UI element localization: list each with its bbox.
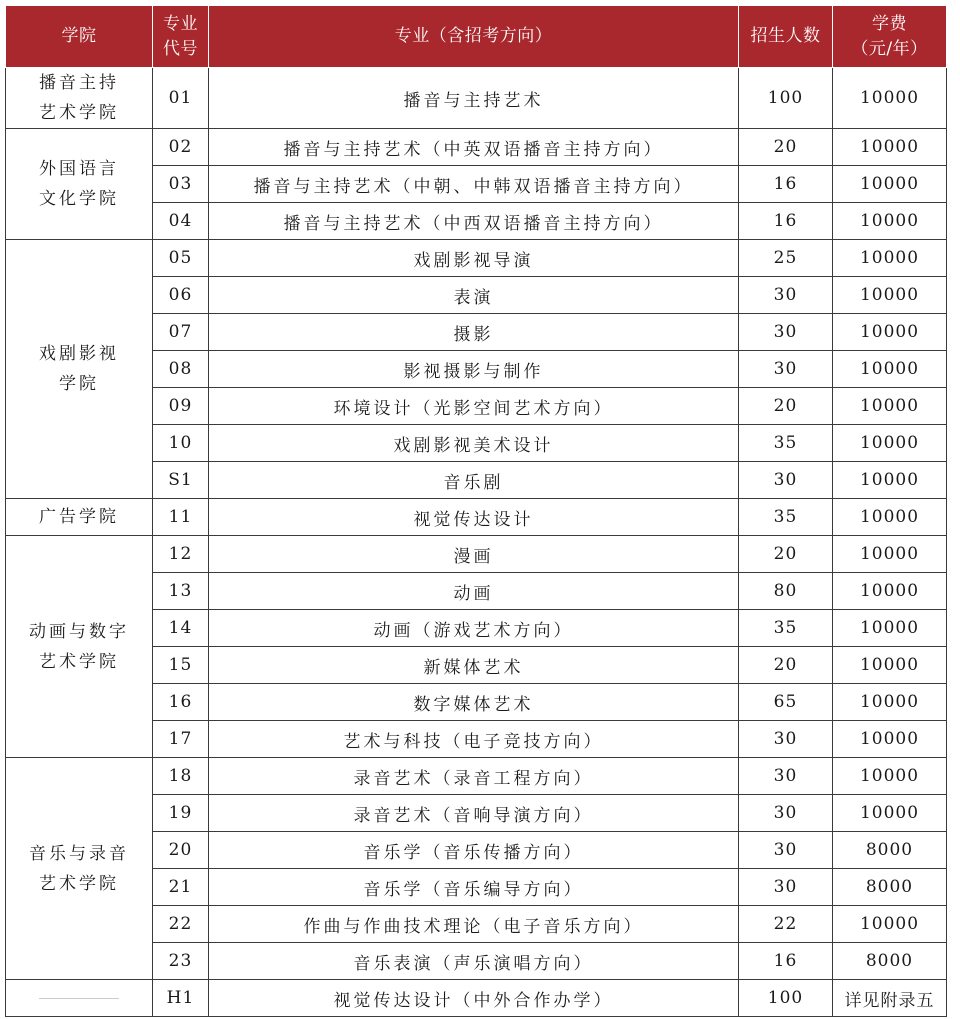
- major-name-cell: 播音与主持艺术: [209, 68, 739, 129]
- table-row: [6, 758, 947, 795]
- table-row: [6, 536, 947, 573]
- fee-cell: 8000: [833, 869, 947, 906]
- college-cell: [6, 980, 153, 1017]
- major-code-cell: 12: [153, 536, 209, 573]
- major-code-cell: 10: [153, 425, 209, 462]
- major-name-cell: 视觉传达设计: [209, 499, 739, 536]
- fee-cell: 10000: [833, 203, 947, 240]
- quota-cell: 22: [739, 906, 833, 943]
- header-fee: [833, 6, 947, 68]
- fee-cell: 10000: [833, 906, 947, 943]
- fee-cell: 详见附录五: [833, 980, 947, 1017]
- quota-cell: 35: [739, 499, 833, 536]
- quota-cell: 30: [739, 832, 833, 869]
- table-body: [6, 68, 947, 1017]
- major-name-cell: 播音与主持艺术（中英双语播音主持方向）: [209, 129, 739, 166]
- college-name-line: 音乐与录音: [29, 843, 129, 864]
- major-code-cell: 22: [153, 906, 209, 943]
- quota-cell: 30: [739, 314, 833, 351]
- college-cell: [6, 240, 153, 499]
- major-name-cell: 漫画: [209, 536, 739, 573]
- major-code-cell: 21: [153, 869, 209, 906]
- major-code-cell: 03: [153, 166, 209, 203]
- header-major: [209, 6, 739, 68]
- major-code-cell: 16: [153, 684, 209, 721]
- college-cell: [6, 68, 153, 129]
- table-header: [6, 6, 947, 68]
- fee-cell: 10000: [833, 277, 947, 314]
- major-code-cell: 15: [153, 647, 209, 684]
- fee-cell: 10000: [833, 314, 947, 351]
- major-code-cell: 08: [153, 351, 209, 388]
- major-name-cell: 动画: [209, 573, 739, 610]
- major-name-cell: 数字媒体艺术: [209, 684, 739, 721]
- major-name-cell: 视觉传达设计（中外合作办学）: [209, 980, 739, 1017]
- fee-cell: 10000: [833, 795, 947, 832]
- major-code-cell: 18: [153, 758, 209, 795]
- fee-cell: 10000: [833, 684, 947, 721]
- header-fee-line1: 学费: [872, 13, 907, 34]
- fee-cell: 10000: [833, 68, 947, 129]
- quota-cell: 30: [739, 351, 833, 388]
- college-name-line: 戏剧影视: [39, 344, 119, 364]
- quota-cell: 30: [739, 721, 833, 758]
- major-code-cell: 09: [153, 388, 209, 425]
- major-name-cell: 音乐剧: [209, 462, 739, 499]
- header-code: [153, 6, 209, 68]
- table-row: [6, 129, 947, 166]
- college-cell: [6, 758, 153, 980]
- major-name-cell: 录音艺术（录音工程方向）: [209, 758, 739, 795]
- fee-cell: 10000: [833, 721, 947, 758]
- quota-cell: 16: [739, 166, 833, 203]
- header-row: [6, 6, 947, 68]
- table-row: [6, 240, 947, 277]
- quota-cell: 30: [739, 795, 833, 832]
- quota-cell: 35: [739, 610, 833, 647]
- quota-cell: 16: [739, 943, 833, 980]
- enrollment-table: [5, 5, 947, 1017]
- quota-cell: 16: [739, 203, 833, 240]
- college-name-line: 学院: [59, 374, 99, 394]
- major-code-cell: 06: [153, 277, 209, 314]
- major-name-cell: 录音艺术（音响导演方向）: [209, 795, 739, 832]
- major-code-cell: 17: [153, 721, 209, 758]
- quota-cell: 20: [739, 536, 833, 573]
- quota-cell: 30: [739, 462, 833, 499]
- header-quota: [739, 6, 833, 68]
- table-row: [6, 499, 947, 536]
- fee-cell: 10000: [833, 388, 947, 425]
- major-code-cell: 13: [153, 573, 209, 610]
- quota-cell: 30: [739, 277, 833, 314]
- college-name-line: 动画与数字: [29, 621, 129, 642]
- major-code-cell: H1: [153, 980, 209, 1017]
- major-name-cell: 新媒体艺术: [209, 647, 739, 684]
- major-name-cell: 艺术与科技（电子竞技方向）: [209, 721, 739, 758]
- fee-cell: 8000: [833, 943, 947, 980]
- fee-cell: 10000: [833, 351, 947, 388]
- table-row: [6, 68, 947, 129]
- quota-cell: 35: [739, 425, 833, 462]
- college-name-line: 播音主持: [39, 73, 119, 93]
- table-row: [6, 980, 947, 1017]
- quota-cell: 30: [739, 758, 833, 795]
- fee-cell: 10000: [833, 462, 947, 499]
- header-quota-label: 招生人数: [750, 26, 821, 46]
- major-name-cell: 音乐学（音乐传播方向）: [209, 832, 739, 869]
- fee-cell: 10000: [833, 499, 947, 536]
- empty-college-mark: [39, 998, 119, 999]
- fee-cell: 10000: [833, 536, 947, 573]
- quota-cell: 100: [739, 980, 833, 1017]
- college-name-line: 外国语言: [39, 159, 119, 179]
- fee-cell: 10000: [833, 610, 947, 647]
- major-code-cell: 04: [153, 203, 209, 240]
- major-code-cell: 07: [153, 314, 209, 351]
- quota-cell: 100: [739, 68, 833, 129]
- fee-cell: 10000: [833, 166, 947, 203]
- quota-cell: 25: [739, 240, 833, 277]
- major-name-cell: 播音与主持艺术（中西双语播音主持方向）: [209, 203, 739, 240]
- fee-cell: 10000: [833, 129, 947, 166]
- major-code-cell: 23: [153, 943, 209, 980]
- quota-cell: 20: [739, 647, 833, 684]
- fee-cell: 10000: [833, 758, 947, 795]
- header-fee-line2: （元/年）: [851, 38, 928, 59]
- college-name-line: 广告学院: [39, 507, 119, 527]
- major-name-cell: 音乐学（音乐编导方向）: [209, 869, 739, 906]
- major-code-cell: 14: [153, 610, 209, 647]
- fee-cell: 10000: [833, 573, 947, 610]
- major-code-cell: 02: [153, 129, 209, 166]
- major-name-cell: 播音与主持艺术（中朝、中韩双语播音主持方向）: [209, 166, 739, 203]
- major-name-cell: 作曲与作曲技术理论（电子音乐方向）: [209, 906, 739, 943]
- fee-cell: 8000: [833, 832, 947, 869]
- major-code-cell: S1: [153, 462, 209, 499]
- major-name-cell: 表演: [209, 277, 739, 314]
- fee-cell: 10000: [833, 647, 947, 684]
- college-name-line: 艺术学院: [39, 873, 119, 894]
- enrollment-table-container: [5, 5, 947, 1017]
- college-name-line: 艺术学院: [39, 103, 119, 123]
- header-college-label: 学院: [61, 26, 97, 46]
- major-code-cell: 01: [153, 68, 209, 129]
- quota-cell: 30: [739, 869, 833, 906]
- college-name-line: 艺术学院: [39, 651, 119, 672]
- fee-cell: 10000: [833, 425, 947, 462]
- header-college: [6, 6, 153, 68]
- college-cell: [6, 499, 153, 536]
- quota-cell: 20: [739, 129, 833, 166]
- major-name-cell: 影视摄影与制作: [209, 351, 739, 388]
- header-code-line1: 专业: [163, 13, 198, 34]
- major-code-cell: 20: [153, 832, 209, 869]
- college-cell: [6, 129, 153, 240]
- major-name-cell: 戏剧影视导演: [209, 240, 739, 277]
- major-code-cell: 11: [153, 499, 209, 536]
- major-name-cell: 环境设计（光影空间艺术方向）: [209, 388, 739, 425]
- quota-cell: 20: [739, 388, 833, 425]
- quota-cell: 80: [739, 573, 833, 610]
- major-name-cell: 摄影: [209, 314, 739, 351]
- college-name-line: 文化学院: [39, 189, 119, 209]
- header-code-line2: 代号: [163, 38, 198, 59]
- major-name-cell: 戏剧影视美术设计: [209, 425, 739, 462]
- header-major-label: 专业（含招考方向）: [394, 26, 553, 46]
- major-code-cell: 05: [153, 240, 209, 277]
- major-code-cell: 19: [153, 795, 209, 832]
- major-name-cell: 动画（游戏艺术方向）: [209, 610, 739, 647]
- college-cell: [6, 536, 153, 758]
- quota-cell: 65: [739, 684, 833, 721]
- fee-cell: 10000: [833, 240, 947, 277]
- major-name-cell: 音乐表演（声乐演唱方向）: [209, 943, 739, 980]
